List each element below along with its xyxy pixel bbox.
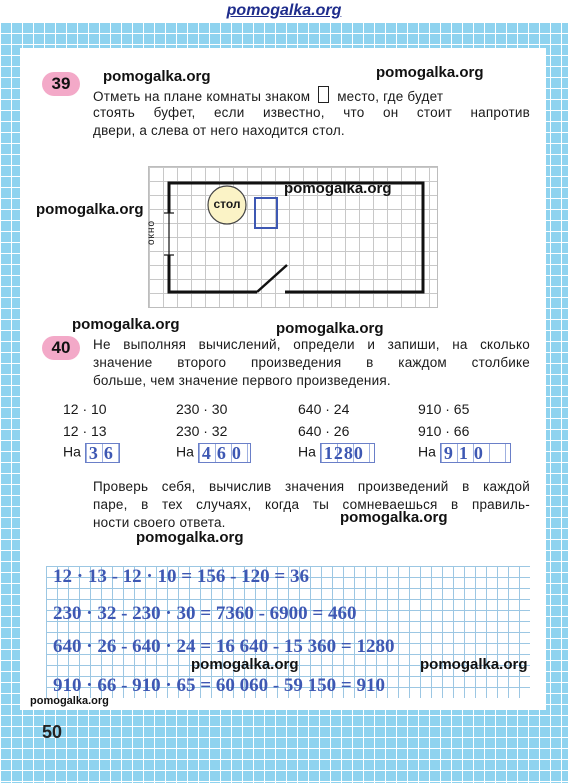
task-40-badge: 40 [42,336,80,360]
door-icon [257,265,287,292]
task-39-line-2: стоять буфет, если известно, что он стоит напротив [93,105,530,120]
cupboard-mark [255,198,277,228]
task-39-badge: 39 [42,72,80,96]
col2-first: 230 · 30 [176,401,228,417]
table-label: стол [213,197,241,211]
col3-second: 640 · 26 [298,423,350,439]
check-line-2: паре, в тех случаях, когда ты сомневаешься в правиль- [93,497,530,512]
col1-answer-row [63,443,120,463]
room-wall-bottom-left [169,255,257,292]
page-number: 50 [42,722,63,742]
watermark-5: pomogalka.org [72,316,180,333]
col4-first: 910 · 65 [418,401,470,417]
cupboard-mark-icon [318,86,329,103]
check-line-3: ности своего ответа. [93,515,226,530]
col1-prefix: На [63,443,81,460]
watermark-bottom: pomogalka.org [30,695,109,707]
col2-prefix: На [176,443,194,460]
task-40-line-2: значение второго произведения в каждом столбике [93,355,530,370]
col4-answer[interactable]: 910 [440,443,511,463]
col1-second: 12 · 13 [63,423,107,439]
room-wall-top [169,183,423,292]
work-line-2: 230 · 32 - 230 · 30 = 7360 - 6900 = 460 [53,603,357,624]
check-line-1: Проверь себя, вычислив значения произведений в каждой [93,479,530,494]
task-40-line-3: больше, чем значение первого произведения. [93,373,391,388]
col3-first: 640 · 24 [298,401,350,417]
watermark-1: pomogalka.org [103,68,211,85]
top-watermark: pomogalka.org [226,2,342,19]
col2-answer[interactable]: 460 [198,443,251,463]
watermark-2: pomogalka.org [376,64,484,81]
work-line-3: 640 · 26 - 640 · 24 = 16 640 - 15 360 = 1280 [53,636,395,657]
work-line-1: 12 · 13 - 12 · 10 = 156 - 120 = 36 [53,566,309,587]
window-label: окно [146,219,158,246]
watermark-8: pomogalka.org [136,529,244,546]
col1-first: 12 · 10 [63,401,107,417]
task-40-line-1: Не выполняя вычислений, определи и запиши, на сколько [93,337,530,352]
col4-prefix: На [418,443,436,460]
watermark-4: pomogalka.org [36,201,144,218]
watermark-10: pomogalka.org [420,656,528,673]
col3-answer-row [298,443,375,463]
col2-second: 230 · 32 [176,423,228,439]
col4-answer-row [418,443,511,463]
col3-prefix: На [298,443,316,460]
task-39-line-1 [93,86,530,106]
task-39-line-1-text: Отметь на плане комнаты знаком [93,89,311,104]
col2-answer-row [176,443,251,463]
watermark-9: pomogalka.org [191,656,299,673]
col3-answer[interactable]: 1280 [320,443,375,463]
task-39-line-3: двери, а слева от него находится стол. [93,123,345,138]
watermark-7: pomogalka.org [340,509,448,526]
work-line-4: 910 · 66 - 910 · 65 = 60 060 - 59 150 = 910 [53,675,385,696]
watermark-6: pomogalka.org [276,320,384,337]
col1-answer[interactable]: 36 [85,443,120,463]
watermark-3: pomogalka.org [284,180,392,197]
task-39-line-1b-text: место, где будет [337,89,444,104]
col4-second: 910 · 66 [418,423,470,439]
